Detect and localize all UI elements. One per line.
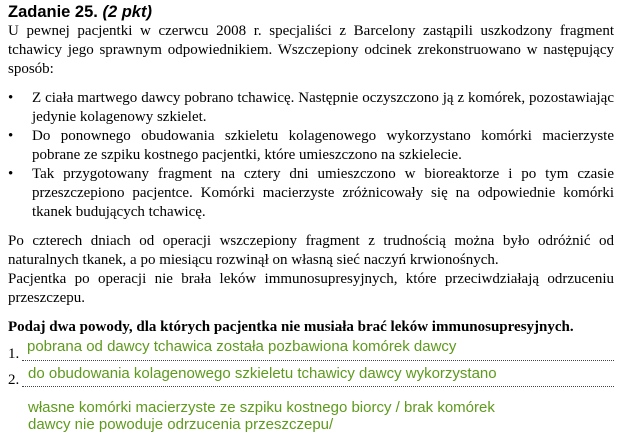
handwritten-answer-1: pobrana od dawcy tchawica została pozbawiona komórek dawcy: [27, 338, 457, 355]
list-item: [8, 89, 614, 127]
task-number: Zadanie 25.: [8, 3, 98, 21]
handwritten-answer-3: własne komórki macierzyste ze szpiku kostnego biorcy / brak komórek: [28, 399, 495, 416]
handwritten-answer-4: dawcy nie powoduje odrzucenia przeszczepu/: [28, 416, 334, 433]
list-item-text: Tak przygotowany fragment na cztery dni umieszczono w bioreaktorze i po tym czasie przeszczepiono pacjentce. Komórki macierzyste zróżnicowały się na odpowiednie komórki tkanek budujących tchawicę.: [32, 166, 614, 220]
procedure-list: [8, 89, 614, 222]
list-item: [8, 127, 614, 165]
paragraph-immunosuppression: Pacjentka po operacji nie brała leków immunosupresyjnych, które przeciwdziałają odrzuceniu przeszczepu.: [8, 271, 614, 306]
bullet-icon: •: [8, 128, 14, 144]
dotted-line: [22, 360, 614, 361]
list-item-text: Z ciała martwego dawcy pobrano tchawicę. Następnie oczyszczono ją z komórek, pozostawiając jedynie kolagenowy szkielet.: [32, 90, 614, 125]
bullet-icon: •: [8, 90, 14, 106]
paragraph-outcome: Po czterech dniach od operacji wszczepiony fragment z trudnością można było odróżnić od naturalnych tkanek, a po miesiącu rozwinął on własną sieć naczyń krwionośnych.: [8, 233, 614, 268]
list-item: [8, 165, 614, 222]
question-text: Podaj dwa powody, dla których pacjentka nie musiała brać leków immunosupresyjnych.: [8, 319, 574, 335]
task-intro: U pewnej pacjentki w czerwcu 2008 r. specjaliści z Barcelony zastąpili uszkodzony fragment tchawicy jego sprawnym odpowiednikiem. Wszczepiony odcinek zrekonstruowano w następujący sposób:: [8, 23, 614, 77]
task-points: (2 pkt): [102, 3, 152, 21]
exam-page: [8, 0, 614, 389]
answer-number-1: 1.: [8, 346, 20, 362]
handwritten-answer-2: do obudowania kolagenowego szkieletu tchawicy dawcy wykorzystano: [28, 365, 497, 382]
bullet-icon: •: [8, 166, 14, 182]
list-item-text: Do ponownego obudowania szkieletu kolagenowego wykorzystano komórki macierzyste pobrane ze szpiku kostnego pacjentki, które umieszczono na szkielecie.: [32, 128, 614, 163]
task-title: [8, 2, 614, 22]
answer-number-2: 2.: [8, 372, 20, 388]
dotted-line: [22, 386, 614, 387]
